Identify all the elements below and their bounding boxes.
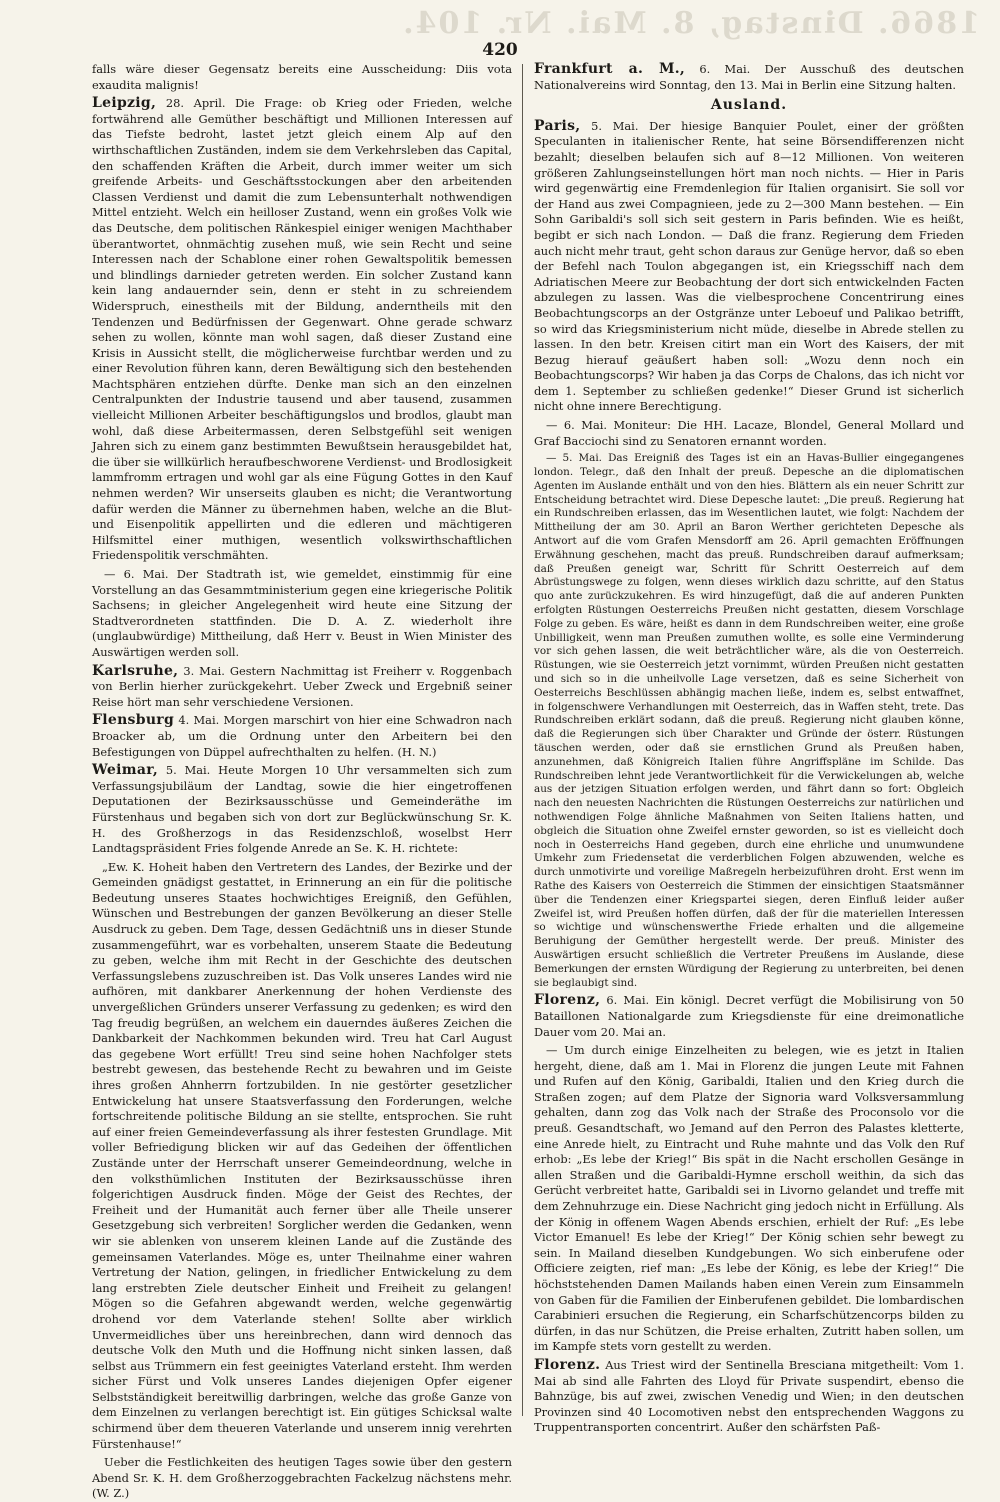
article-frankfurt: Frankfurt a. M., 6. Mai. Der Ausschuß des deutschen Nationalvereins wird Sonntag, den 13. Mai in Berlin eine Sitzung halten.	[534, 61, 965, 92]
article-paris-moniteur: — 6. Mai. Moniteur: Die HH. Lacaze, Blondel, General Mollard und Graf Bacciochi sind zu Senatoren ernannt worden.	[534, 418, 964, 448]
weimar-closing-note: Ueber die Festlichkeiten des heutigen Tages sowie über den gestern Abend Sr. K. H. dem Großherzoggebrachten Fackelzug nächstens mehr. (W. Z.)	[92, 1455, 512, 1501]
dateline-florenz: Florenz,	[534, 992, 601, 1009]
article-karlsruhe: Karlsruhe, 3. Mai. Gestern Nachmittag ist Freiherr v. Roggenbach von Berlin hierher zurückgekehrt. Ueber Zweck und Ergebniß seiner Reise hört man sehr verschiedene Versionen.	[92, 662, 513, 709]
dateline-florenz-2: Florenz.	[534, 1356, 601, 1373]
column-divider	[522, 64, 523, 1416]
article-weimar: Weimar, 5. Mai. Heute Morgen 10 Uhr versammelten sich zum Verfassungsjubiläum der Landtag, sowie die hier eingetroffenen Deputationen der Bezirksausschüsse und Gemeinderäthe im Fürstenhaus und begaben sich von dort zur Beglückwünschung Sr. K. H. des Großherzogs in das Residenzschloß, woselbst Herr Landtagspräsident Fries folgende Anrede an Se. K. H. richtete:	[92, 762, 512, 856]
dateline-karlsruhe: Karlsruhe,	[92, 662, 179, 679]
page-number: 420	[482, 40, 518, 60]
article-florenz-decree: Florenz, 6. Mai. Ein königl. Decret verfügt die Mobilisirung von 50 Bataillonen Nationalgarde zum Kriegsdienste für eine dreimonatliche Dauer vom 20. Mai an.	[534, 992, 964, 1039]
article-continuation: falls wäre dieser Gegensatz bereits eine Ausscheidung: Diis vota exaudita malignis!	[92, 62, 512, 92]
article-leipzig-update: — 6. Mai. Der Stadtrath ist, wie gemeldet, einstimmig für eine Vorstellung an das Gesammtministerium gegen eine kriegerische Politik Sachsens; in gleicher Angelegenheit wird heute eine Sitzung der Stadtverordneten stattfinden. Die D. A. Z. wiederholt ihre (unglaubwürdige) Mittheilung, daß Herr v. Beust in Wien Minister des Auswärtigen werden soll.	[92, 567, 512, 659]
article-flensburg: Flensburg 4. Mai. Morgen marschirt von hier eine Schwadron nach Broacker ab, um die Ordnung unter den Arbeitern bei den Befestigungen von Düppel aufrechthalten zu helfen. (H. N.)	[92, 712, 512, 759]
bleed-through-header: 1866. Dinstag, 8. Mai. Nr. 104.	[401, 6, 980, 41]
article-paris: Paris, 5. Mai. Der hiesige Banquier Poulet, einer der größten Speculanten in italienischer Rente, hat seine Börsendifferenzen nicht bezahlt; dieselben belaufen sich auf 8—12 Millionen. Von weiteren größeren Zahlungseinstellungen hört man noch nichts. — Hier in Paris wird gegenwärtig eine Fremdenlegion für Italien organisirt. Sie soll vor der Hand aus zwei Compagnieen, jede zu 2—300 Mann bestehen. — Ein Sohn Garibaldi's soll sich seit gestern in Paris befinden. Wie es heißt, begibt er sich nach London. — Daß die franz. Regierung dem Frieden auch nicht mehr traut, geht schon daraus zur Genüge hervor, daß so eben der Befehl nach Toulon abgegangen ist, ein Kriegsschiff nach dem Adriatischen Meere zur Beobachtung der dort sich entwickelnden Facten abzulegen zu lassen. Was die vielbesprochene Concentrirung eines Beobachtungscorps an der Ostgränze unter Leboeuf und Palikao betrifft, so wird das Kriegsministerium nicht müde, dieselbe in Abrede stellen zu lassen. In den betr. Kreisen citirt man ein Wort des Kaisers, der mit Bezug hierauf geäußert haben soll: „Wozu denn noch ein Beobachtungscorps? Wir haben ja das Corps de Chalons, das ich nicht vor dem 1. September zu schließen gedenke!“ Dieser Grund ist sicherlich nicht ohne innere Berechtigung.	[534, 117, 964, 414]
dateline-weimar: Weimar,	[92, 762, 159, 779]
article-florenz-report: — Um durch einige Einzelheiten zu belegen, wie es jetzt in Italien hergeht, diene, daß am 1. Mai in Florenz die jungen Leute mit Fahnen und Rufen auf den König, Garibaldi, Italien und den Krieg durch die Straßen zogen; auf dem Platze der Signoria ward Volksversammlung gehalten, dann zog das Volk nach der Straße des Proconsolo vor die preuß. Gesandtschaft, wo Jemand auf den Perron des Palastes kletterte, eine Anrede hielt, zu Eintracht und Ruhe mahnte und das Volk den Ruf erhob: „Es lebe der Krieg!“ Bis spät in die Nacht erschollen Gesänge in allen Straßen und die Garibaldi-Hymne erscholl weithin, da sich das Gerücht verbreitet hatte, Garibaldi sei in Livorno gelandet und treffe mit dem Zehnuhrzuge ein. Diese Nachricht ging jedoch nicht in Erfüllung. Als der König in offenem Wagen Abends erschien, erhielt der Ruf: „Es lebe Victor Emanuel! Es lebe der Krieg!“ Der König schien sehr bewegt zu sein. In Mailand dieselben Kundgebungen. Wo sich einberufene oder Officiere zeigten, rief man: „Es lebe der König, es lebe der Krieg!“ Die höchststehenden Damen Mailands haben einen Verein zum Einsammeln von Gaben für die Familien der Einberufenen gebildet. Die lombardischen Carabinieri ersuchen die Regierung, ein Scharfschützencorps bilden zu dürfen, in das nur Schützen, die Preise erhalten, Zutritt haben sollen, um im Kampfe stets vorn gestellt zu werden.	[534, 1043, 964, 1354]
article-paris-dispatch: — 5. Mai. Das Ereigniß des Tages ist ein an Havas-Bullier eingegangenes london. Telegr., daß den Inhalt der preuß. Depesche an die diplomatischen Agenten im Auslande enthält und von den hies. Blättern als ein neuer Schritt zur Entscheidung betrachtet wird. Diese Depesche lautet: „Die preuß. Regierung hat ein Rundschreiben erlassen, das im Wesentlichen lautet, wie folgt: Nachdem der Mittheilung der am 30. April an Baron Werther gerichteten Depesche als Antwort auf die vom Grafen Mensdorff am 26. April gemachten Eröffnungen Erwähnung geschehen, macht das preuß. Rundschreiben darauf aufmerksam; daß Preußen geneigt war, Schritt für Schritt Oesterreich auf dem Abrüstungswege zu folgen, wenn dieses wirklich dazu schritte, auf den Status quo ante zurückzukehren. Es wird hinzugefügt, daß die auf anderen Punkten erfolgten Rüstungen Oesterreichs Preußen nicht gestatten, diesem Vorschlage Folge zu geben. Es wäre, heißt es dann in dem Rundschreiben weiter, eine große Unbilligkeit, wenn man Preußen zumuthen wollte, es solle eine Verminderung vor sich gehen lassen, die weit beträchtlicher wäre, als die von Oesterreich. Rüstungen, wie sie Oesterreich jetzt vornimmt, würden Preußen nicht gestatten und sich so in die unheilvolle Lage versetzen, daß es seine Sicherheit von Oesterreichs Beschlüssen abhängig machen ließe, indem es, selbst entwaffnet, in folgenschwere Verhandlungen mit Oesterreich, das in Waffen steht, trete. Das Rundschreiben erklärt sodann, daß die preuß. Regierung nicht glauben könne, daß die Regierungen sich über Charakter und Gründe der österr. Rüstungen täuschen werden, oder daß sie ernstlichen Grund als Preußen haben, anzunehmen, daß Königreich Italien führe Angriffspläne im Schilde. Das Rundschreiben lehnt jede Verantwortlichkeit für die Verwickelungen ab, welche aus der jetzigen Situation erfolgen werden, und fährt dann so fort: Obgleich nach den neuesten Nachrichten die Rüstungen Oesterreichs zur natürlichen und nothwendigen Folge ähnliche Maßnahmen von Seiten Italiens hatten, und obgleich die Situation ohne Zweifel ernster geworden, so ist es vielleicht doch noch in Oesterreichs Hand gegeben, durch eine ehrliche und unumwundene Umkehr zum Friedensetat die verderblichen Folgen abzuwenden, welche es durch unmotivirte und voreilige Maßregeln herbeizuführen droht. Erst wenn im Rathe des Kaisers von Oesterreich die Stimmen der einsichtigen Staatsmänner über die Tendenzen einer Kriegspartei siegen, deren Einfluß leider außer Zweifel ist, wird Preußen hoffen dürfen, daß der für die materiellen Interessen so wichtige und wünschenswerthe Friede erhalten und die allgemeine Beruhigung der Gemüther hergestellt werde. Der preuß. Minister des Auswärtigen ersucht schließlich die Vertreter Preußens im Auslande, diese Bemerkungen der ernsten Würdigung der Regierung zu unterbreiten, bei denen sie beglaubigt sind.	[534, 452, 964, 989]
dateline-paris: Paris,	[534, 117, 581, 134]
article-leipzig: Leipzig, 28. April. Die Frage: ob Krieg oder Frieden, welche fortwährend alle Gemüther beschäftigt und Millionen Interessen auf das Tiefste bedroht, lastet jetzt gleich einem Alp auf den wirthschaftlichen Zuständen, indem sie dem Verkehrsleben das Capital, den schaffenden Kräften die Arbeit, durch immer weiter um sich greifende Arbeits- und Geschäftsstockungen aber den arbeitenden Classen Verdienst und damit die zum Lebensunterhalt nothwendigen Mittel entzieht. Welch ein heilloser Zustand, wenn ein großes Volk wie das Deutsche, dem politischen Ränkespiel einiger wenigen Machthaber überantwortet, ohnmächtig zusehen muß, wie sein Recht und seine Interessen nach der Schablone einer rohen Gewaltspolitik bemessen und blindlings darnieder getreten werden. Ein solcher Zustand kann kein lang andauernder sein, denn er steht in zu schreiendem Widerspruch, einestheils mit der Bildung, anderntheils mit den Tendenzen und Bedürfnissen der Gegenwart. Ohne gerade schwarz sehen zu wollen, könnte man wohl sagen, daß dieser Zustand eine Krisis in Aussicht stellt, die möglicherweise furchtbar werden und zu einer Revolution führen kann, deren Bewältigung sich den bestehenden Machtsphären entziehen dürfte. Denke man sich an den einzelnen Centralpunkten der Industrie tausend und aber tausend, zusammen vielleicht Millionen Arbeiter beschäftigungslos und brodlos, glaubt man wohl, daß diese Arbeitermassen, deren Selbstgefühl seit wenigen Jahren sich zu einem ganz bestimmten Bewußtsein herausgebildet hat, die über sie willkürlich heraufbeschworene Verdienst- und Brodlosigkeit lammfromm ertragen und wohl gar als eine Fügung Gottes in den Kauf nehmen werden? Wir unserseits glauben es nicht; die Verantwortung dafür werden die Männer zu übernehmen haben, welche an die Blut- und Eisenpolitik appellirten und die edleren und mächtigeren Hilfsmittel einer muthigen, wesentlich volkswirthschaftlichen Friedenspolitik verschmähten.	[92, 95, 512, 563]
right-column	[534, 61, 965, 1435]
dateline-flensburg: Flensburg	[92, 712, 175, 729]
left-column	[92, 62, 513, 1501]
section-heading-ausland: Ausland.	[710, 97, 788, 114]
weimar-address-quote: „Ew. K. Hoheit haben den Vertretern des Landes, der Bezirke und der Gemeinden gnädigst gestattet, in Erinnerung an ein für die politische Bedeutung unseres Staates hochwichtiges Ereigniß, den Gefühlen, Wünschen und Bestrebungen der ganzen Bevölkerung an dieser Stelle Ausdruck zu geben. Dem Tage, dessen Gedächtniß uns in dieser Stunde zusammengeführt, war es vorbehalten, unserem Staate die Bedeutung zu geben, welche ihm mit Recht in der Geschichte des deutschen Verfassungslebens zuzuschreiben ist. Das Volk unseres Landes wird nie aufhören, mit dankbarer Anerkennung der hohen Verdienste des unvergeßlichen Gründers unserer Verfassung zu gedenken; es wird den Tag freudig begrüßen, an welchem ein dauerndes äußeres Zeichen die Dankbarkeit der Nachkommen bekunden wird. Treu hat Carl August das gegebene Wort erfüllt! Treu sind seine hohen Nachfolger stets bestrebt gewesen, das bestehende Recht zu bewahren und im Geiste ihres großen Ahnherrn fortzubilden. In nie gestörter gesetzlicher Entwickelung hat unsere Staatsverfassung den Forderungen, welche fortschreitende politische Bildung an sie stellte, entsprochen. Sie ruht auf einer freien Gemeindeverfassung als ihrer festesten Grundlage. Mit voller Befriedigung blicken wir auf das Gedeihen der öffentlichen Zustände unter der Herrschaft unserer Gemeindeordnung, welche in den volksthümlichen Instituten der Bezirksausschüsse ihren folgerichtigen Ausdruck finden. Möge der Geist des Rechtes, der Freiheit und der Humanität auch ferner über alle Theile unserer Gesetzgebung sich verbreiten! Sorglicher werden die Gedanken, wenn wir sie ablenken von unserem kleinen Lande auf die Zustände des gemeinsamen Vaterlandes. Möge es, unter Theilnahme einer wahren Vertretung der Nation, gelingen, in friedlicher Entwickelung zu dem lang erstrebten Ziele deutscher Einheit und Freiheit zu gelangen! Mögen so die Gefahren abgewandt werden, welche gegenwärtig drohend vor dem Vaterlande stehen! Sollte aber wirklich Unvermeidliches über uns hereinbrechen, dann wird dennoch das deutsche Volk den Muth und die Hoffnung nicht sinken lassen, daß selbst aus Trümmern ein fest geeinigtes Vaterland ersteht. Ihm werden sicher Fürst und Volk unseres Landes diejenigen Opfer eigener Selbstständigkeit bereitwillig darbringen, welche das große Ganze von dem Einzelnen zu verlangen berechtigt ist. Ein gütiges Schicksal walte schirmend über dem theueren Vaterlande und unserem innig verehrten Fürstenhause!“	[92, 859, 512, 1451]
dateline-leipzig: Leipzig,	[92, 95, 157, 112]
dateline-frankfurt: Frankfurt a. M.,	[534, 61, 686, 77]
article-florenz-triest: Florenz. Aus Triest wird der Sentinella Bresciana mitgetheilt: Vom 1. Mai ab sind alle Fahrten des Lloyd für Private suspendirt, ebenso die Bahnzüge, bis auf zwei, zwischen Venedig und Wien; in den deutschen Provinzen sind 40 Locomotiven nebst den entsprechenden Waggons zu Truppentransporten concentrirt. Außer den schärfsten Paß-	[534, 1356, 964, 1435]
